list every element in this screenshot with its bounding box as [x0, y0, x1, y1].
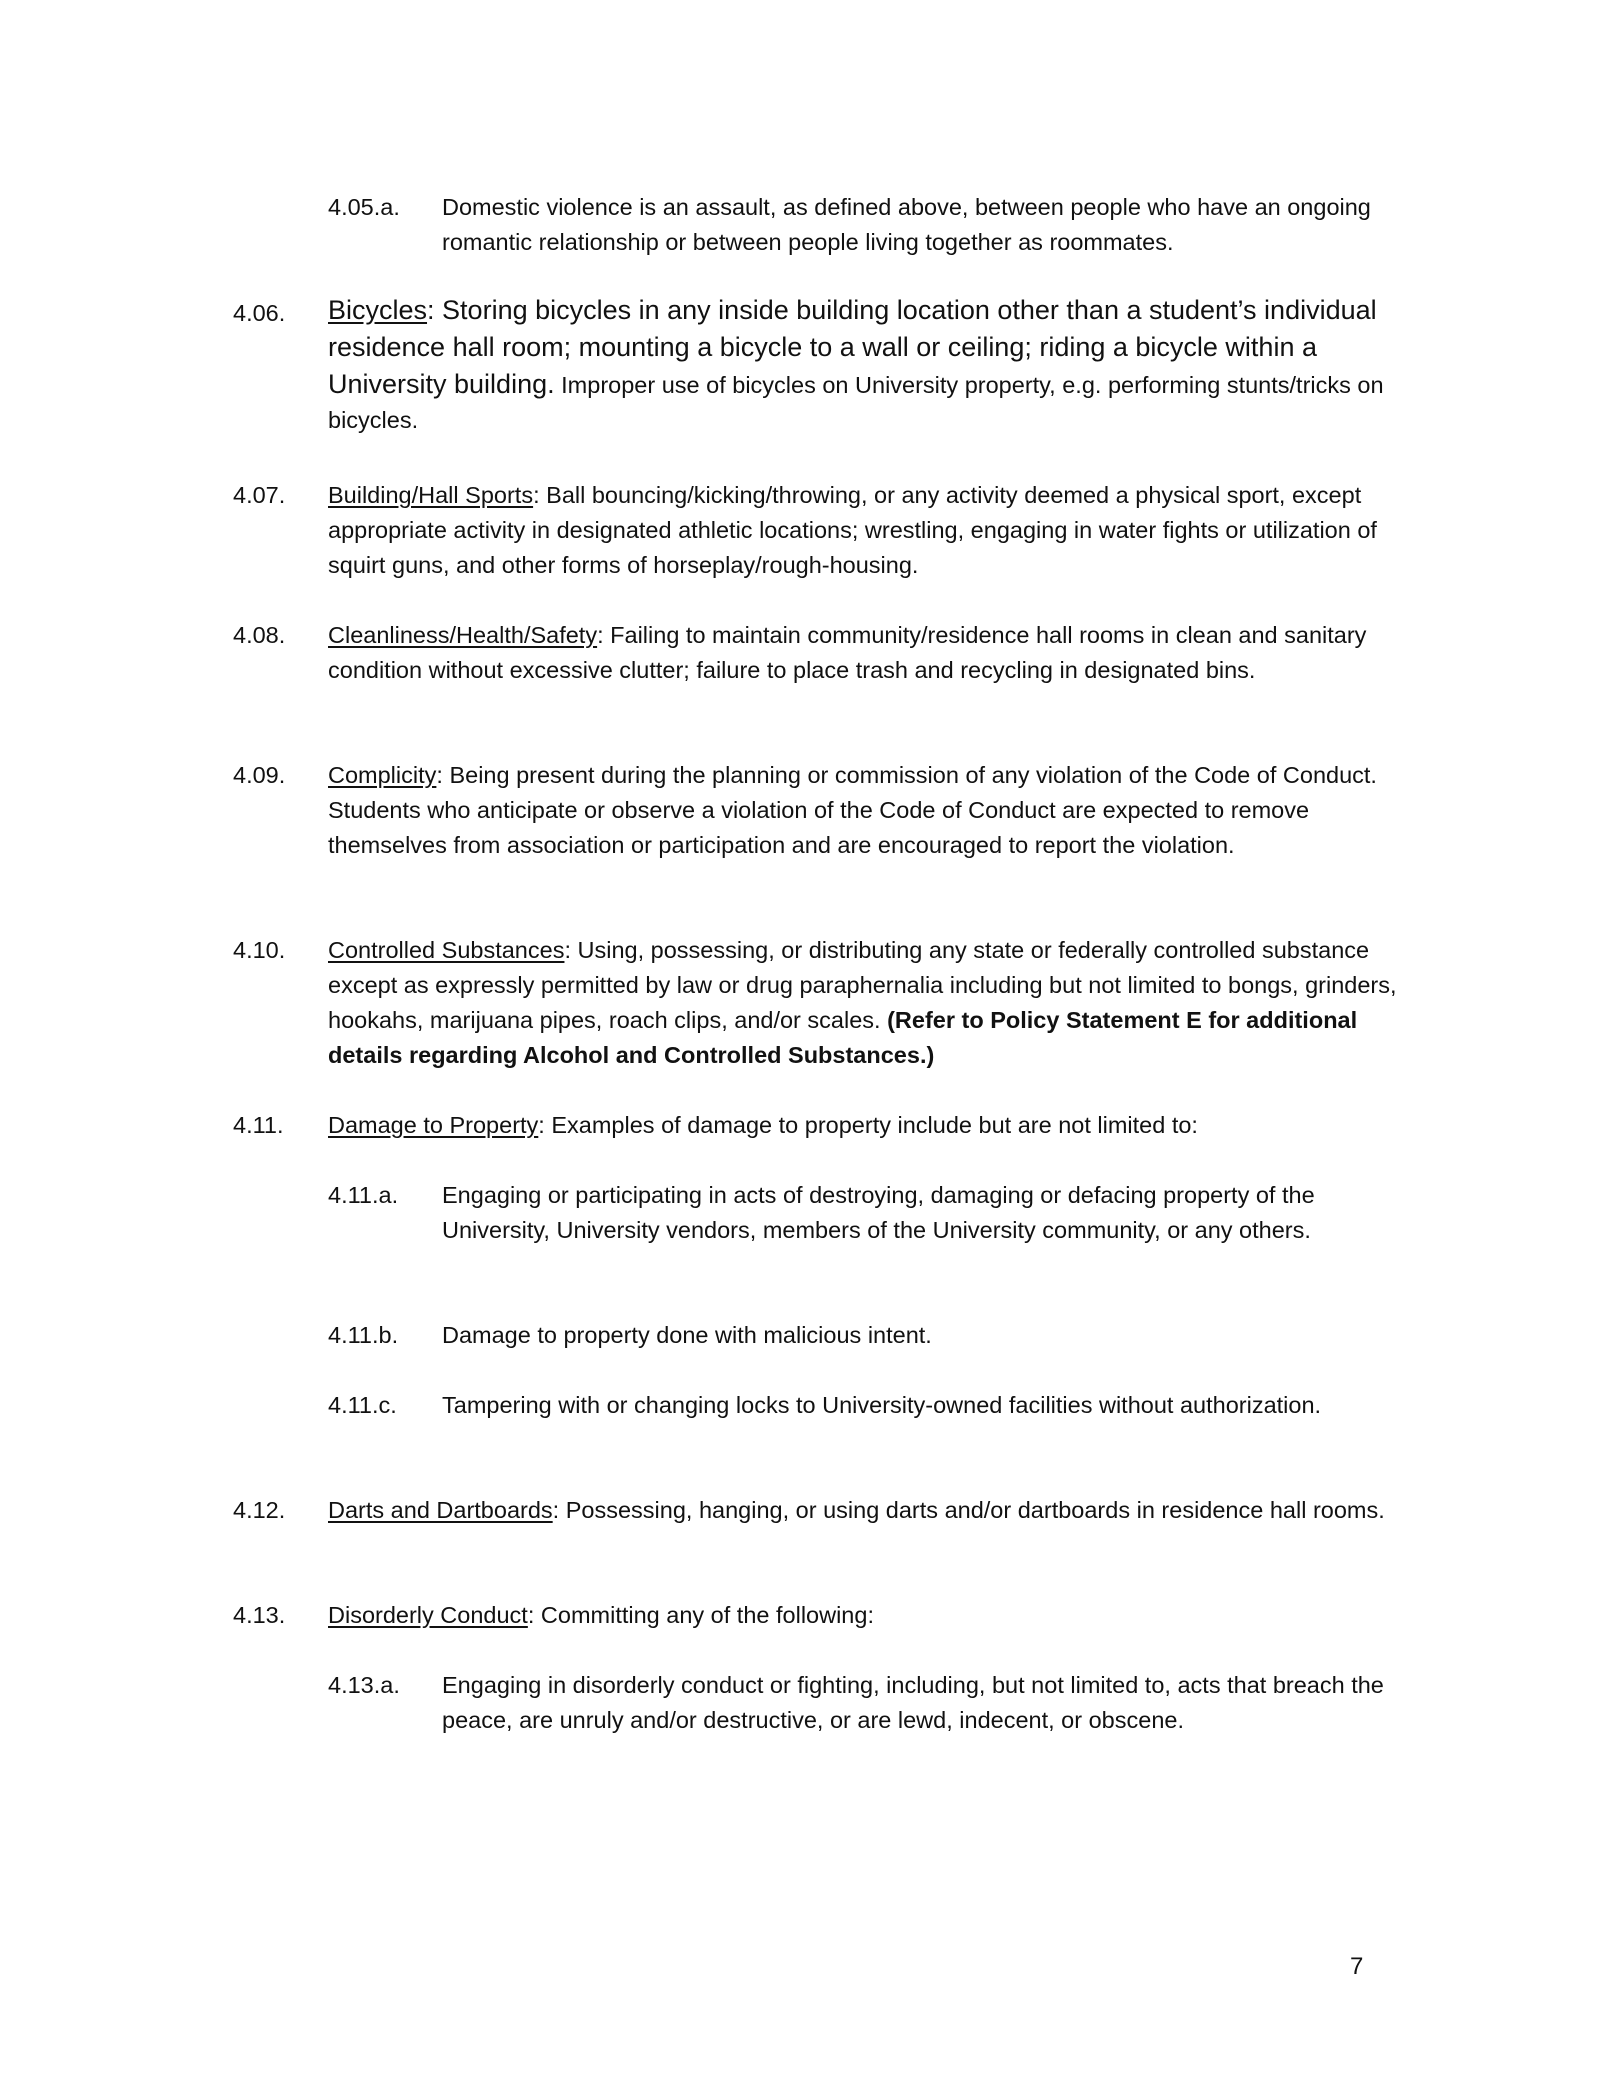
item-number: 4.07.: [233, 482, 286, 508]
item-text: Disorderly Conduct: Committing any of the following:: [328, 1602, 874, 1628]
policy-reference-note: (Refer to Policy Statement E for additional details regarding Alcohol and Controlled Substances.): [328, 1007, 1358, 1068]
item-number: 4.12.: [233, 1497, 286, 1523]
item-heading: Building/Hall Sports: [328, 482, 534, 508]
item-number: 4.05.a.: [328, 194, 400, 220]
item-number: 4.06.: [233, 300, 286, 326]
item-text: Controlled Substances: Using, possessing, or distributing any state or federally controlled substance except as expressly permitted by law or drug paraphernalia including but not limited to bongs, grinders, hookahs, marijuana pipes, roach clips, and/or scales. (Refer to Policy Statement E for additional details regarding Alcohol and Controlled Substances.): [328, 937, 1397, 1068]
item-text: Tampering with or changing locks to University-owned facilities without authorization.: [442, 1392, 1322, 1418]
item-heading: Cleanliness/Health/Safety: [328, 622, 598, 648]
item-number: 4.11.b.: [328, 1322, 399, 1348]
item-text: Engaging in disorderly conduct or fighting, including, but not limited to, acts that breach the peace, are unruly and/or destructive, or are lewd, indecent, or obscene.: [442, 1672, 1384, 1733]
item-text: Building/Hall Sports: Ball bouncing/kicking/throwing, or any activity deemed a physical sport, except appropriate activity in designated athletic locations; wrestling, engaging in water fights or utilization of squirt guns, and other forms of horseplay/rough-housing.: [328, 482, 1377, 578]
item-number: 4.11.a.: [328, 1182, 399, 1208]
item-number: 4.13.: [233, 1602, 286, 1628]
item-heading: Damage to Property: [328, 1112, 539, 1138]
item-text: Cleanliness/Health/Safety: Failing to maintain community/residence hall rooms in clean and sanitary condition without excessive clutter; failure to place trash and recycling in designated bins.: [328, 622, 1367, 683]
item-heading: Darts and Dartboards: [328, 1497, 553, 1523]
item-number: 4.13.a.: [328, 1672, 400, 1698]
item-number: 4.11.: [233, 1112, 284, 1138]
item-text: Complicity: Being present during the planning or commission of any violation of the Code of Conduct. Students who anticipate or observe a violation of the Code of Conduct are expected to remove themselves from association or participation and are encouraged to report the violation.: [328, 762, 1377, 858]
item-number: 4.08.: [233, 622, 286, 648]
item-text: Bicycles: Storing bicycles in any inside building location other than a student’s individual residence hall room; mounting a bicycle to a wall or ceiling; riding a bicycle within a University building. Improper use of bicycles on University property, e.g. performing stunts/tricks on bicycles.: [328, 295, 1384, 433]
item-text: Damage to Property: Examples of damage to property include but are not limited to:: [328, 1112, 1198, 1138]
item-text: Damage to property done with malicious intent.: [442, 1322, 932, 1348]
item-heading: Complicity: [328, 762, 437, 788]
item-heading: Controlled Substances: [328, 937, 565, 963]
item-text: Engaging or participating in acts of destroying, damaging or defacing property of the University, University vendors, members of the University community, or any others.: [442, 1182, 1315, 1243]
page-number: 7: [1350, 1953, 1364, 1980]
item-heading: Disorderly Conduct: [328, 1602, 528, 1628]
item-number: 4.11.c.: [328, 1392, 397, 1418]
item-text: Darts and Dartboards: Possessing, hanging, or using darts and/or dartboards in residence hall rooms.: [328, 1497, 1385, 1523]
item-heading: Bicycles: [328, 295, 428, 325]
item-number: 4.10.: [233, 937, 286, 963]
item-number: 4.09.: [233, 762, 286, 788]
item-text: Domestic violence is an assault, as defined above, between people who have an ongoing romantic relationship or between people living together as roommates.: [442, 194, 1371, 255]
